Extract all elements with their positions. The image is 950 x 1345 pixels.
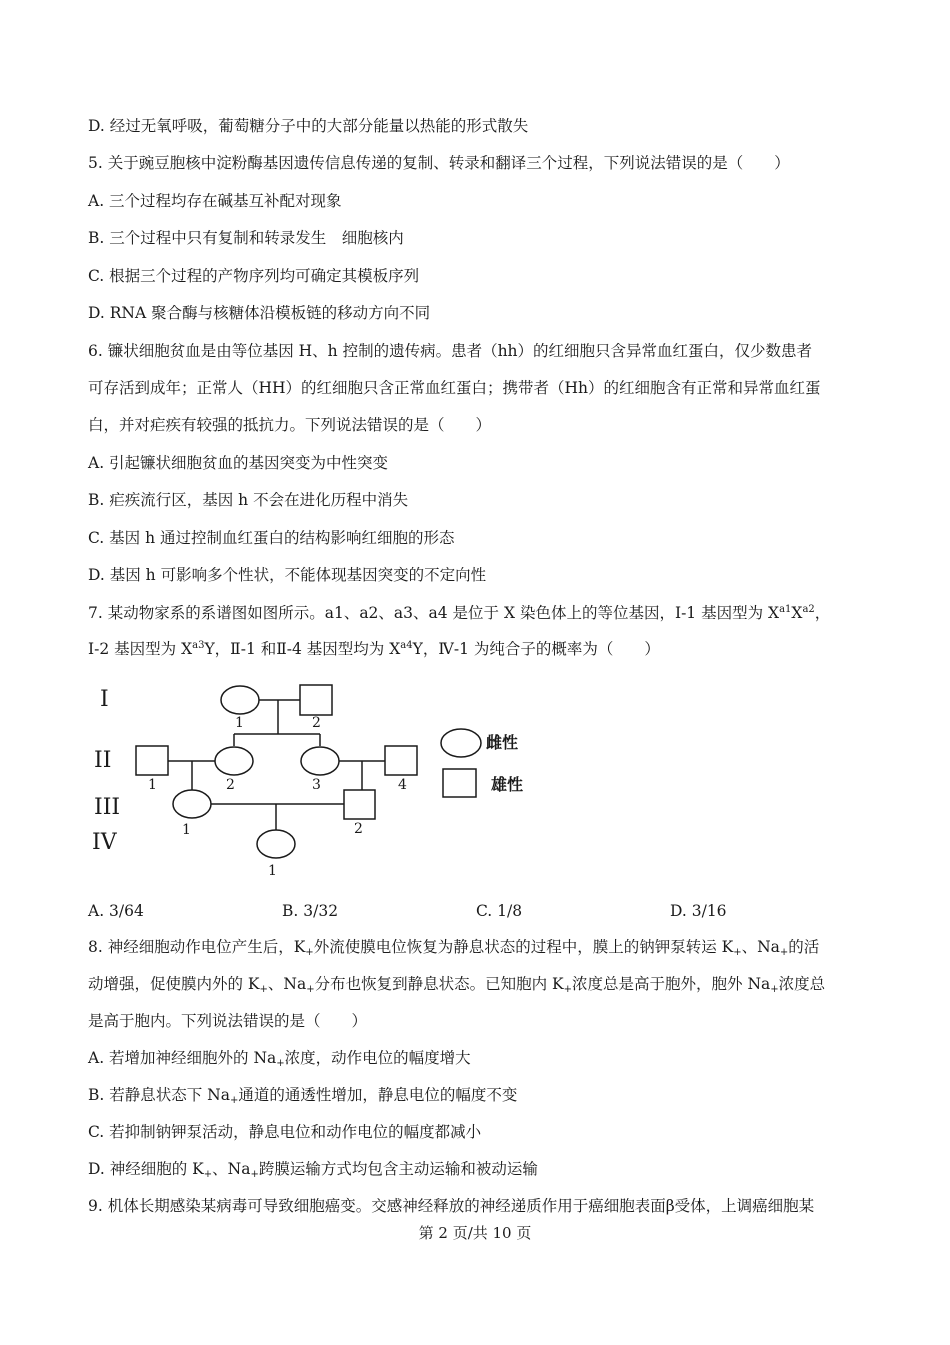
q6-stem-line-3: 白，并对疟疾有较强的抵抗力。下列说法错误的是（ ）	[88, 416, 492, 434]
q5-option-a: A. 三个过程均存在碱基互补配对现象	[88, 192, 342, 210]
gen-label-II: II	[94, 748, 112, 773]
gen-label-III: III	[94, 795, 121, 820]
q8-option-a: A. 若增加神经细胞外的 $Na_+$浓度，动作电位的幅度增大	[88, 1049, 471, 1069]
q8-option-d: D. 神经细胞的 $K_+$、$Na_+$跨膜运输方式均包含主动运输和被动运输	[88, 1160, 538, 1180]
num-IV1: 1	[268, 863, 277, 879]
num-III1: 1	[182, 822, 191, 838]
q7-stem-line-2: Ⅰ-2 基因型为 $X^{a3}Y$，Ⅱ-1 和Ⅱ-4 基因型均为 $X^{a4}Y$，Ⅳ-1 为纯合子的概率为（ ）	[88, 640, 660, 658]
num-I1: 1	[235, 715, 244, 731]
II-1-male	[136, 746, 168, 775]
q6-stem-line-1: 6. 镰状细胞贫血是由等位基因 H、h 控制的遗传病。患者（hh）的红细胞只含异常血红蛋白，仅少数患者	[88, 342, 813, 360]
legend-male-label: 雄性	[491, 775, 524, 794]
num-I2: 2	[312, 715, 321, 731]
q5-stem: 5. 关于豌豆胞核中淀粉酶基因遗传信息传递的复制、转录和翻译三个过程，下列说法错误的是（ ）	[88, 154, 790, 172]
q5-option-b: B. 三个过程中只有复制和转录发生 细胞核内	[88, 229, 404, 247]
legend-female-label: 雌性	[486, 733, 519, 752]
q5-option-d: D. RNA 聚合酶与核糖体沿模板链的移动方向不同	[88, 304, 431, 322]
q6-option-d: D. 基因 h 可影响多个性状，不能体现基因突变的不定向性	[88, 566, 487, 584]
q7-option-b: B. 3/32	[282, 902, 339, 920]
q7-stem-line-1: 7. 某动物家系的系谱图如图所示。a1、a2、a3、a4 是位于 X 染色体上的等位基因，Ⅰ-1 基因型为 $X^{a1}X^{a2}$，	[88, 604, 831, 622]
q6-stem-line-2: 可存活到成年；正常人（HH）的红细胞只含正常血红蛋白；携带者（Hh）的红细胞含有正常和异常血红蛋	[88, 379, 821, 397]
q6-option-b: B. 疟疾流行区，基因 h 不会在进化历程中消失	[88, 491, 409, 509]
II-4-male	[385, 746, 417, 775]
q8-stem-line-3: 是高于胞内。下列说法错误的是（ ）	[88, 1012, 368, 1030]
gen-label-IV: IV	[92, 830, 117, 855]
num-III2: 2	[354, 821, 363, 837]
pedigree-chart	[88, 672, 548, 890]
q6-option-c: C. 基因 h 通过控制血红蛋白的结构影响红细胞的形态	[88, 529, 455, 547]
I-2-male	[300, 685, 332, 715]
III-1-female	[173, 790, 211, 818]
q8-stem-line-2: 动增强，促使膜内外的 $K_+$、$Na_+$分布也恢复到静息状态。已知胞内 $K_+$浓度总是高于胞外，胞外 $Na_+$浓度总	[88, 975, 826, 995]
num-II4: 4	[398, 777, 407, 793]
q6-option-a: A. 引起镰状细胞贫血的基因突变为中性突变	[88, 454, 389, 472]
num-II3: 3	[312, 777, 321, 793]
q7-option-a: A. 3/64	[88, 902, 144, 920]
II-2-female	[215, 747, 253, 775]
q9-stem-line-1: 9. 机体长期感染某病毒可导致细胞癌变。交感神经释放的神经递质作用于癌细胞表面β受体，上调癌细胞某	[88, 1197, 815, 1215]
q4-option-d: D. 经过无氧呼吸，葡萄糖分子中的大部分能量以热能的形式散失	[88, 117, 529, 135]
III-2-male	[344, 790, 375, 819]
q8-option-b: B. 若静息状态下 $Na_+$通道的通透性增加，静息电位的幅度不变	[88, 1086, 518, 1106]
legend-male-symbol	[443, 769, 476, 797]
num-II1: 1	[148, 777, 157, 793]
q7-option-c: C. 1/8	[476, 902, 523, 920]
I-1-female	[221, 686, 259, 714]
q8-stem-line-1: 8. 神经细胞动作电位产生后，$K_+$外流使膜电位恢复为静息状态的过程中，膜上的钠钾泵转运 $K_+$、$Na_+$的活	[88, 938, 820, 958]
q5-option-c: C. 根据三个过程的产物序列均可确定其模板序列	[88, 267, 420, 285]
legend-female-symbol	[441, 729, 481, 757]
q7-option-d: D. 3/16	[670, 902, 727, 920]
q8-option-c: C. 若抑制钠钾泵活动，静息电位和动作电位的幅度都减小	[88, 1123, 482, 1141]
IV-1-female	[257, 830, 295, 858]
II-3-female	[301, 747, 339, 775]
gen-label-I: I	[100, 687, 109, 712]
num-II2: 2	[226, 777, 235, 793]
page-footer: 第 2 页/共 10 页	[418, 1224, 532, 1242]
